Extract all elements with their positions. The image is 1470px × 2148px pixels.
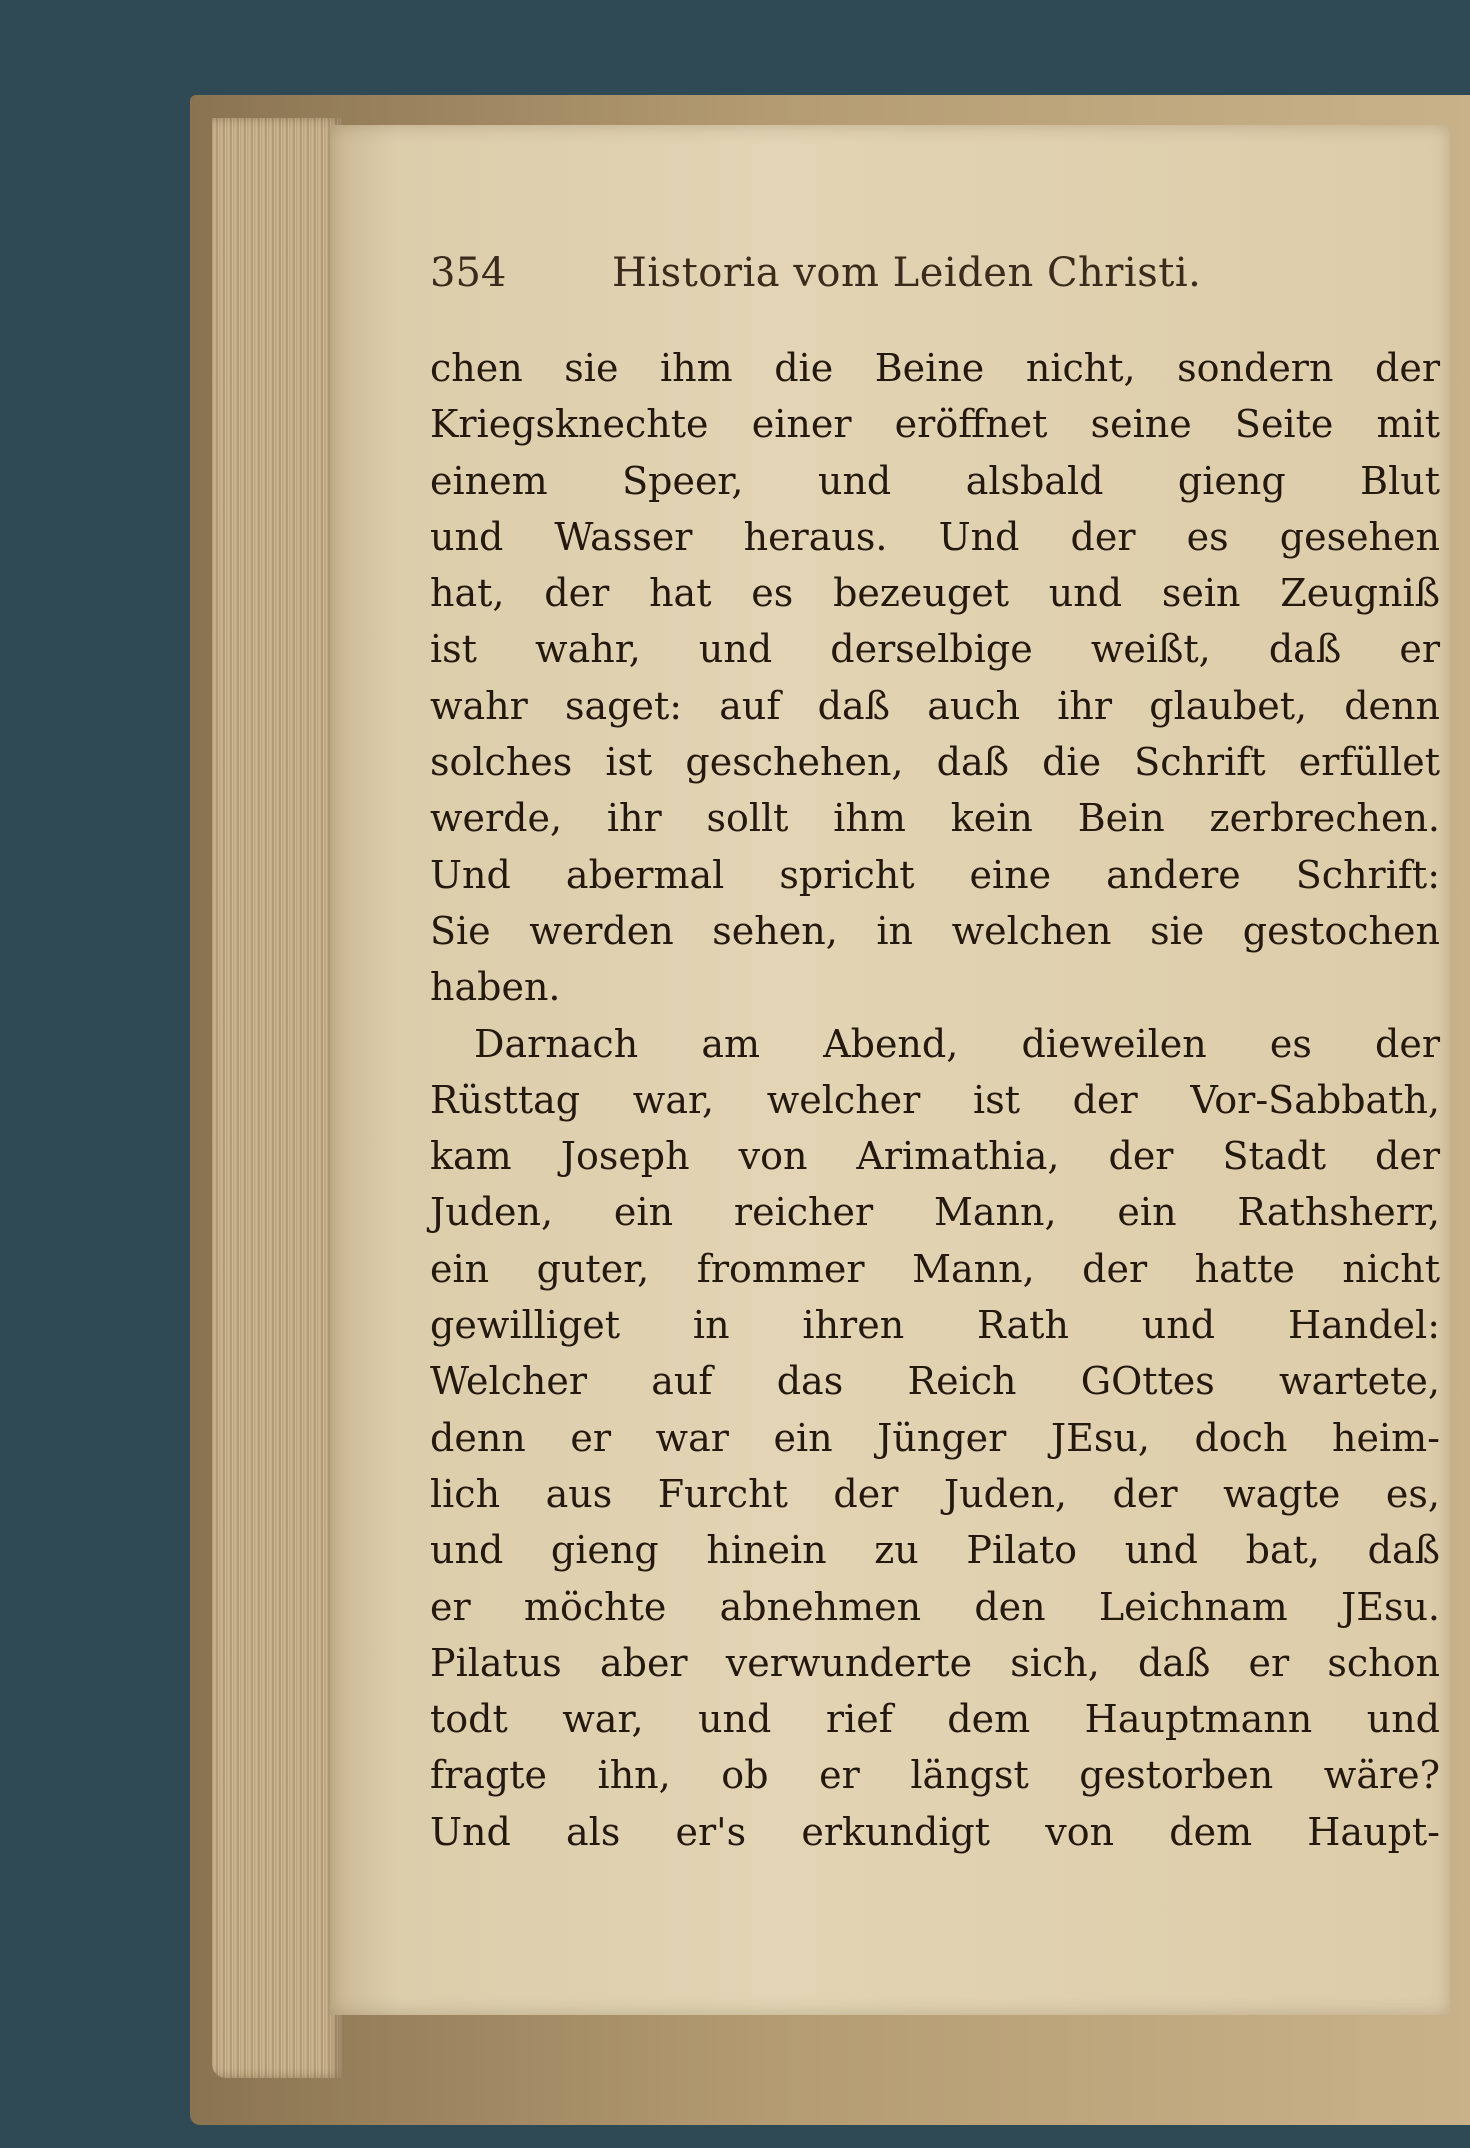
text-line: Rüsttag war, welcher ist der Vor-Sabbath, [430, 1077, 1440, 1122]
text-line: solches ist geschehen, daß die Schrift erfüllet [430, 740, 1440, 785]
text-line: Und abermal spricht eine andere Schrift: [430, 852, 1440, 897]
text-line: gewilliget in ihren Rath und Handel: [430, 1303, 1440, 1348]
text-line: denn er war ein Jünger JEsu, doch heim- [430, 1415, 1440, 1460]
text-line: Sie werden sehen, in welchen sie gestochen [430, 908, 1440, 953]
book-page [330, 125, 1450, 2015]
text-line: Pilatus aber verwunderte sich, daß er schon [430, 1640, 1440, 1685]
text-line: lich aus Furcht der Juden, der wagte es, [430, 1471, 1440, 1516]
text-line: Juden, ein reicher Mann, ein Rathsherr, [430, 1190, 1440, 1235]
text-line: und Wasser heraus. Und der es gesehen [430, 514, 1440, 559]
page-header [430, 250, 1440, 310]
page-number: 354 [430, 250, 507, 296]
page-edges [212, 118, 342, 2078]
body-text [430, 340, 1440, 1860]
text-line: Und als er's erkundigt von dem Haupt- [430, 1809, 1440, 1854]
text-line: er möchte abnehmen den Leichnam JEsu. [430, 1584, 1440, 1629]
text-line: chen sie ihm die Beine nicht, sondern der [430, 346, 1440, 390]
text-line: einem Speer, und alsbald gieng Blut [430, 458, 1440, 503]
text-line: Darnach am Abend, dieweilen es der [474, 1021, 1440, 1066]
text-line: hat, der hat es bezeuget und sein Zeugniß [430, 571, 1440, 616]
text-line: haben. [430, 965, 561, 1010]
text-line: werde, ihr sollt ihm kein Bein zerbrechen. [430, 796, 1440, 841]
text-line: und gieng hinein zu Pilato und bat, daß [430, 1528, 1440, 1573]
running-head: Historia vom Leiden Christi. [612, 250, 1202, 296]
text-line: ein guter, frommer Mann, der hatte nicht [430, 1246, 1440, 1291]
text-line: todt war, und rief dem Hauptmann und [430, 1697, 1440, 1742]
text-line: wahr saget: auf daß auch ihr glaubet, denn [430, 683, 1440, 728]
text-line: Kriegsknechte einer eröffnet seine Seite mit [430, 402, 1440, 447]
text-line: kam Joseph von Arimathia, der Stadt der [430, 1134, 1440, 1179]
text-line: ist wahr, und derselbige weißt, daß er [430, 627, 1440, 672]
text-line: fragte ihn, ob er längst gestorben wäre? [430, 1753, 1440, 1798]
text-line: Welcher auf das Reich GOttes wartete, [430, 1359, 1440, 1404]
